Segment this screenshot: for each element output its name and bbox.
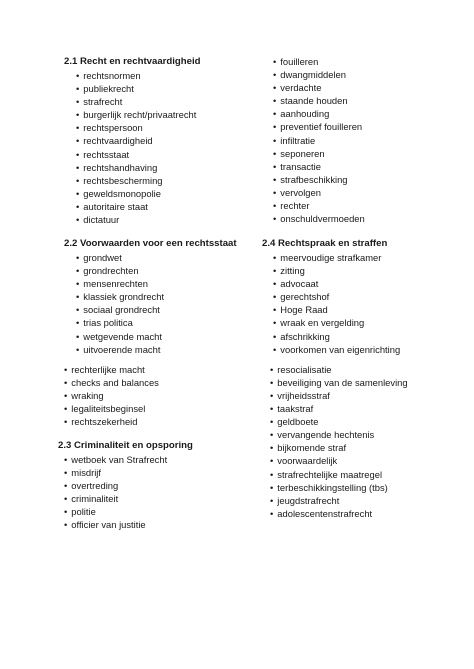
section-2-1 — [64, 56, 201, 226]
list-item: • rechtszekerheid — [64, 415, 237, 428]
list-item: • grondwet — [64, 251, 237, 264]
list-item: • strafrechtelijke maatregel — [270, 468, 408, 481]
list-item: • infiltratie — [273, 134, 365, 147]
list-item: • voorwaardelijk — [270, 454, 408, 467]
list-item: • dwangmiddelen — [273, 68, 365, 81]
list-item: • taakstraf — [270, 402, 408, 415]
list-item: • beveiliging van de samenleving — [270, 376, 408, 389]
list-item: • adolescentenstrafrecht — [270, 507, 408, 520]
list-item: • afschrikking — [273, 330, 408, 343]
list-item: • rechterlijke macht — [64, 363, 237, 376]
list-item: • rechtspersoon — [64, 121, 201, 134]
term-list — [64, 251, 237, 356]
list-item: • geweldsmonopolie — [64, 187, 201, 200]
list-item: • aanhouding — [273, 107, 365, 120]
term-list — [58, 453, 193, 532]
list-item: • autoritaire staat — [64, 200, 201, 213]
list-item: • jeugdstrafrecht — [270, 494, 408, 507]
list-item: • verdachte — [273, 81, 365, 94]
list-item: • terbeschikkingstelling (tbs) — [270, 481, 408, 494]
term-list — [64, 363, 237, 428]
list-item: • geldboete — [270, 415, 408, 428]
list-item: • trias politica — [64, 316, 237, 329]
list-item: • rechtshandhaving — [64, 161, 201, 174]
list-item: • resocialisatie — [270, 363, 408, 376]
list-item: • legaliteitsbeginsel — [64, 402, 237, 415]
list-item: • zitting — [273, 264, 408, 277]
list-item: • vrijheidsstraf — [270, 389, 408, 402]
list-item: • vervolgen — [273, 186, 365, 199]
list-item: • checks and balances — [64, 376, 237, 389]
list-item: • misdrijf — [64, 466, 193, 479]
list-item: • rechter — [273, 199, 365, 212]
list-item: • klassiek grondrecht — [64, 290, 237, 303]
list-item: • dictatuur — [64, 213, 201, 226]
list-item: • officier van justitie — [64, 518, 193, 531]
section-heading: 2.2 Voorwaarden voor een rechtsstaat — [64, 238, 237, 249]
list-item: • mensenrechten — [64, 277, 237, 290]
list-item: • burgerlijk recht/privaatrecht — [64, 108, 201, 121]
list-item: • publiekrecht — [64, 82, 201, 95]
section-2-4 — [262, 238, 408, 520]
list-item: • politie — [64, 505, 193, 518]
list-item: • meervoudige strafkamer — [273, 251, 408, 264]
section-2-2 — [64, 238, 237, 428]
list-item: • criminaliteit — [64, 492, 193, 505]
list-item: • seponeren — [273, 147, 365, 160]
term-list — [262, 251, 408, 356]
term-list — [64, 69, 201, 226]
list-item: • Hoge Raad — [273, 303, 408, 316]
section-heading: 2.3 Criminaliteit en opsporing — [58, 440, 193, 451]
list-item: • wetgevende macht — [64, 330, 237, 343]
section-2-3-continued — [273, 55, 365, 225]
list-item: • advocaat — [273, 277, 408, 290]
list-item: • gerechtshof — [273, 290, 408, 303]
list-item: • strafrecht — [64, 95, 201, 108]
list-item: • overtreding — [64, 479, 193, 492]
section-2-3 — [58, 440, 193, 532]
list-item: • fouilleren — [273, 55, 365, 68]
list-item: • preventief fouilleren — [273, 120, 365, 133]
list-item: • strafbeschikking — [273, 173, 365, 186]
list-item: • rechtsbescherming — [64, 174, 201, 187]
list-item: • sociaal grondrecht — [64, 303, 237, 316]
list-item: • staande houden — [273, 94, 365, 107]
list-item: • rechtsstaat — [64, 148, 201, 161]
list-item: • voorkomen van eigenrichting — [273, 343, 408, 356]
list-item: • wetboek van Strafrecht — [64, 453, 193, 466]
list-item: • vervangende hechtenis — [270, 428, 408, 441]
list-item: • bijkomende straf — [270, 441, 408, 454]
list-item: • wraak en vergelding — [273, 316, 408, 329]
list-item: • transactie — [273, 160, 365, 173]
term-list — [262, 363, 408, 520]
section-heading: 2.1 Recht en rechtvaardigheid — [64, 56, 201, 67]
list-item: • wraking — [64, 389, 237, 402]
list-item: • grondrechten — [64, 264, 237, 277]
term-list — [273, 55, 365, 225]
list-item: • rechtsnormen — [64, 69, 201, 82]
list-item: • rechtvaardigheid — [64, 134, 201, 147]
section-heading: 2.4 Rechtspraak en straffen — [262, 238, 388, 249]
list-item: • onschuldvermoeden — [273, 212, 365, 225]
list-item: • uitvoerende macht — [64, 343, 237, 356]
